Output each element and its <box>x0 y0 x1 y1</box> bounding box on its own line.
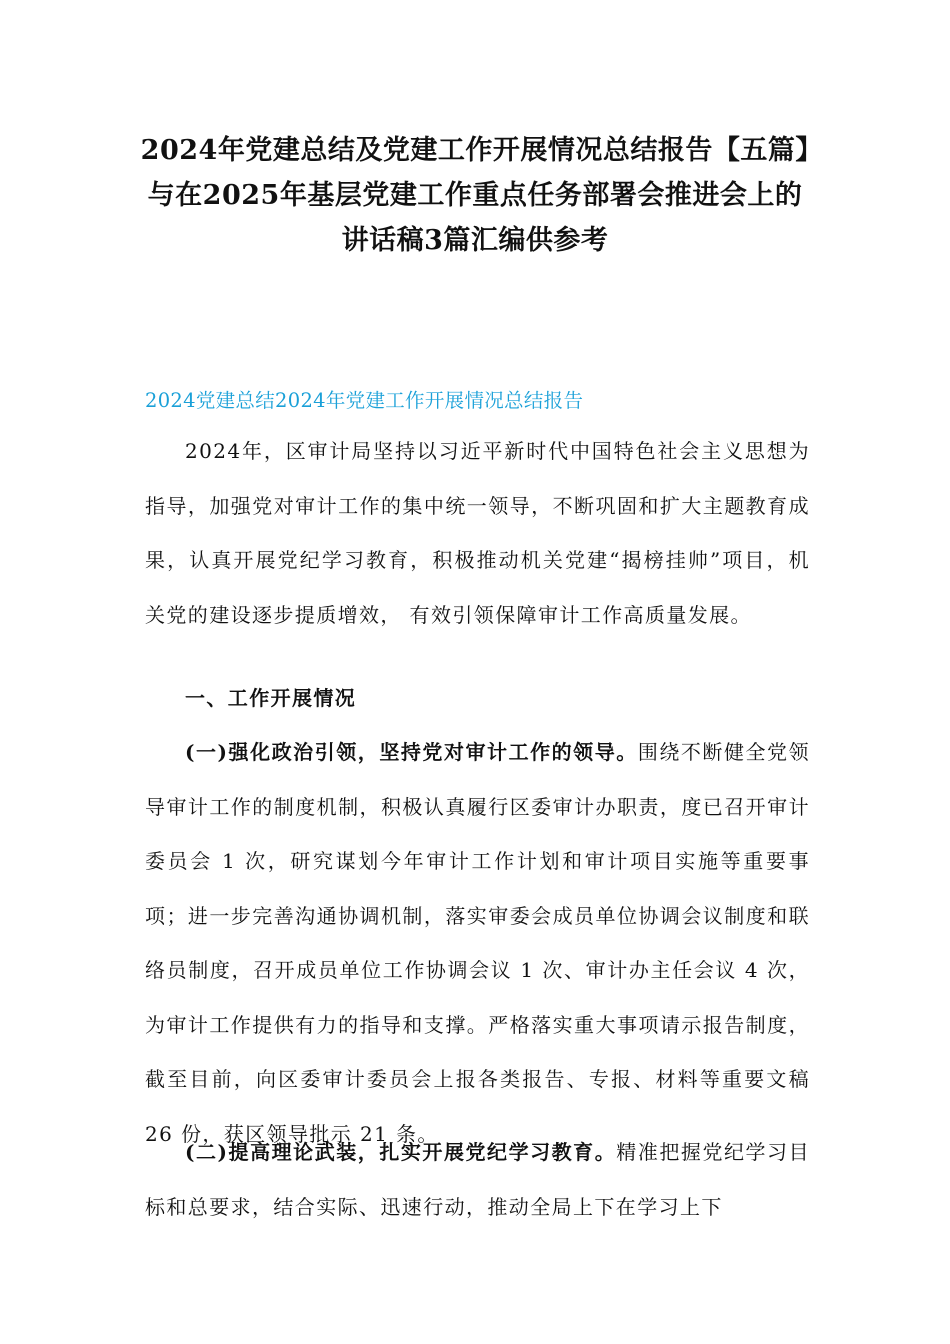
item-2-body: 精准把握党纪学习目标和总要求，结合实际、迅速行动，推动全局上下在学习上下 <box>145 1140 811 1219</box>
paragraph-item-2 <box>145 1125 810 1234</box>
item-2-lead: (二)提高理论武装，扎实开展党纪学习教育。 <box>185 1140 617 1164</box>
item-1-body: 围绕不断健全党领导审计工作的制度机制，积极认真履行区委审计办职责，度已召开审计委员会 1 次，研究谋划今年审计工作计划和审计项目实施等重要事项；进一步完善沟通协调机制，落实审委会成员单位协调会议制度和联络员制度，召开成员单位工作协调会议 1 次、审计办主任会议 4 次，为审计工作提供有力的指导和支撑。严格落实重大事项请示报告制度，截至目前，向区委审计委员会上报各类报告、专报、材料等重要文稿 26 份，获区领导批示 21 条。 <box>145 740 810 1146</box>
heading-work-overview: 一、工作开展情况 <box>185 686 357 710</box>
document-title: 2024年党建总结及党建工作开展情况总结报告【五篇】与在2025年基层党建工作重点任务部署会推进会上的讲话稿3篇汇编供参考 <box>140 135 810 256</box>
item-1-lead: (一)强化政治引领，坚持党对审计工作的领导。 <box>185 740 638 764</box>
paragraph-item-1 <box>145 725 810 1161</box>
section-heading: 2024党建总结2024年党建工作开展情况总结报告 <box>145 389 584 412</box>
intro-paragraph: 2024年，区审计局坚持以习近平新时代中国特色社会主义思想为指导，加强党对审计工作的集中统一领导，不断巩固和扩大主题教育成果，认真开展党纪学习教育，积极推动机关党建“揭榜挂帅”项目，机关党的建设逐步提质增效， 有效引领保障审计工作高质量发展。 <box>145 439 810 627</box>
